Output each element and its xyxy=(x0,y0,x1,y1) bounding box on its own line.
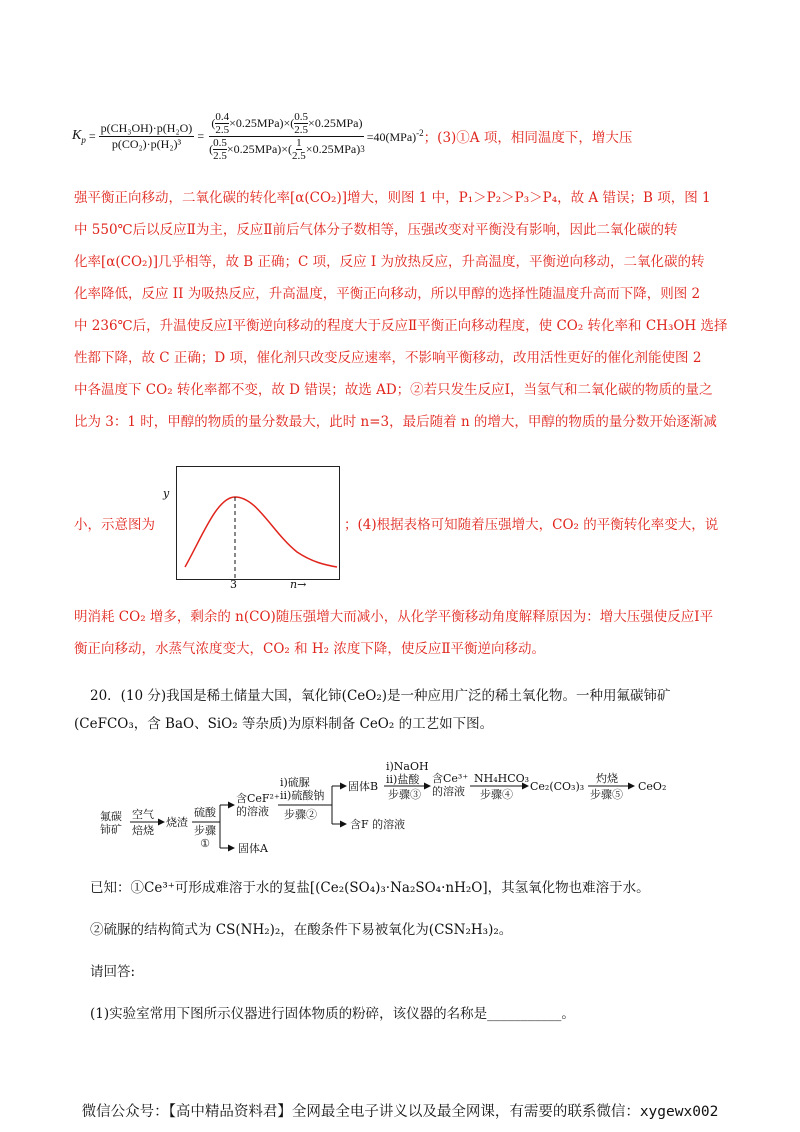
answer-line: 中 236℃后，升温使反应Ⅰ平衡逆向移动的程度大于反应Ⅱ平衡正向移动程度，使 CO₂ 转化率和 CH₃OH 选择 xyxy=(74,318,728,334)
flow-reagent4: NH₄HCO₃ xyxy=(474,772,530,785)
sketch-x-tick: 3 xyxy=(230,578,237,591)
sketch-y-label: y xyxy=(163,487,170,500)
flow-step2: 步骤② xyxy=(284,808,317,821)
flow-carbonate: Ce₂(CO₃)₃ xyxy=(530,780,585,793)
answer-part4: ；(4)根据表格可知随着压强增大，CO₂ 的平衡转化率变大，说 xyxy=(344,517,719,533)
answer-line: 明消耗 CO₂ 增多，剩余的 n(CO)随压强增大而减小，从化学平衡移动角度解释原因为：增大压强使反应Ⅰ平 xyxy=(74,609,714,625)
known-line3: 请回答: xyxy=(90,964,136,980)
answer-part3-start: ；(3)①A 项，相同温度下，增大压 xyxy=(423,130,633,146)
footer-banner: 微信公众号：【高中精品资料君】全网最全电子讲义以及最全网课，有需要的联系微信：xygewx002 xyxy=(81,1104,719,1120)
flow-reagent5: 灼烧 xyxy=(596,772,618,785)
kp-value-fraction: ( $\frac{0.4}{2.5}$ ×0.25MPa )×( $\frac{0.5}{2.5}$ ×0.25MPa ) ( $\frac{0.5}{2.5}$ ×0.25MPa )×( $\frac{1}{2.5}$ ×0.25MPa ) 3 xyxy=(209,110,365,162)
kp-definition-fraction: $\frac{\text{p(CH₃OH)·p(H₂O)}}{\text{p(CO₂)·p(H₂)³}}$ xyxy=(100,120,193,151)
sketch-curve-svg xyxy=(177,467,339,579)
known-line1: 已知：①Ce³⁺可形成难溶于水的复盐[(Ce₂(SO₄)₃·Na₂SO₄·nH₂O]，其氢氧化物也难溶于水。 xyxy=(90,880,650,896)
answer-line: 中各温度下 CO₂ 转化率都不变，故 D 错误；故选 AD；②若只发生反应Ⅰ，当氢气和二氧化碳的物质的量之 xyxy=(74,382,713,398)
process-flow-diagram xyxy=(100,760,680,860)
answer-line: 衡正向移动，水蒸气浓度变大，CO₂ 和 H₂ 浓度下降，使反应Ⅱ平衡逆向移动。 xyxy=(74,641,546,657)
flow-ore: 氟碳 铈矿 xyxy=(100,810,122,836)
flow-acid: 硫酸 xyxy=(194,806,216,819)
kp-formula: $K_p$ = $\frac{\text{p(CH₃OH)·p(H₂O)}}{\text{p(CO₂)·p(H₂)³}}$ = ( $\frac{0.4}{2.5}$ ×0.25MPa )×( $\frac{0.5}{2.5}$ ×0.25MPa ) ( $\frac{0.5}{2.5}$ ×0.25MPa )×( $\frac{1}{2.5}$ ×0.25MPa ) 3 =40(MPa)$^{-2}$ ；(3)①A 项，相同温度下，增大压 xyxy=(72,110,633,162)
flow-step5: 步骤⑤ xyxy=(590,788,623,801)
flow-step4: 步骤④ xyxy=(480,788,513,801)
flow-roast: 焙烧 xyxy=(132,824,154,837)
flow-solid-b: 固体B xyxy=(348,780,379,793)
sketch-x-label: n→ xyxy=(290,578,307,591)
question-part1: (1)实验室常用下图所示仪器进行固体物质的粉碎，该仪器的名称是___________。 xyxy=(90,1006,575,1022)
kp-symbol: $K_p$ xyxy=(72,127,86,145)
answer-line: 比为 3：1 时，甲醇的物质的量分数最大，此时 n=3，最后随着 n 的增大，甲醇的物质的量分数开始逐渐减 xyxy=(74,414,717,430)
flow-step1: 步骤 ① xyxy=(194,824,216,850)
known-line2: ②硫脲的结构简式为 CS(NH₂)₂，在酸条件下易被氧化为(CSN₂H₃)₂。 xyxy=(90,922,513,938)
flow-ce3-solution: 含Ce³⁺ 的溶液 xyxy=(432,772,469,798)
question-20-line1: 20．(10 分)我国是稀土储量大国，氧化铈(CeO₂)是一种应用广泛的稀土氧化物。一种用氟碳铈矿 xyxy=(90,688,671,704)
kp-result: =40(MPa)$^{-2}$ xyxy=(366,127,424,144)
answer-line: 中 550℃后以反应Ⅱ为主，反应Ⅱ前后气体分子数相等，压强改变对平衡没有影响，因此二氧化碳的转 xyxy=(74,222,678,238)
answer-line: 强平衡正向移动，二氧化碳的转化率[α(CO₂)]增大，则图 1 中，P₁＞P₂＞P₃＞P₄，故 A 错误；B 项，图 1 xyxy=(74,190,711,206)
answer-line: 化率[α(CO₂)]几乎相等，故 B 正确；C 项，反应 I 为放热反应，升高温度，平衡逆向移动，二氧化碳的转 xyxy=(74,254,705,270)
answer-line: 化率降低，反应 II 为吸热反应，升高温度，平衡正向移动，所以甲醇的选择性随温度升高而下降，则图 2 xyxy=(74,286,701,302)
answer-line: 性都下降，故 C 正确；D 项，催化剂只改变反应速率，不影响平衡移动，改用活性更好的催化剂能使图 2 xyxy=(74,350,702,366)
methanol-fraction-sketch xyxy=(163,466,340,580)
flow-product: CeO₂ xyxy=(638,780,667,793)
flow-reagent3: i)NaOH ii)盐酸 xyxy=(386,760,429,786)
graph-intro-text: 小，示意图为 xyxy=(74,517,155,533)
flow-slag: 烧渣 xyxy=(166,816,188,829)
footer-wechat-id: xygewx002 xyxy=(639,1104,719,1120)
flow-reagent2: i)硫脲 ii)硫酸钠 xyxy=(280,776,325,802)
flow-cef-solution: 含CeF²⁺ 的溶液 xyxy=(236,792,280,818)
flow-f-solution: 含F 的溶液 xyxy=(350,818,406,831)
flow-solid-a: 固体A xyxy=(238,842,268,855)
flow-step3: 步骤③ xyxy=(388,788,421,801)
sketch-curve xyxy=(185,497,337,567)
flow-air: 空气 xyxy=(132,808,154,821)
question-20-line2: (CeFCO₃，含 BaO、SiO₂ 等杂质)为原料制备 CeO₂ 的工艺如下图。 xyxy=(74,716,494,732)
